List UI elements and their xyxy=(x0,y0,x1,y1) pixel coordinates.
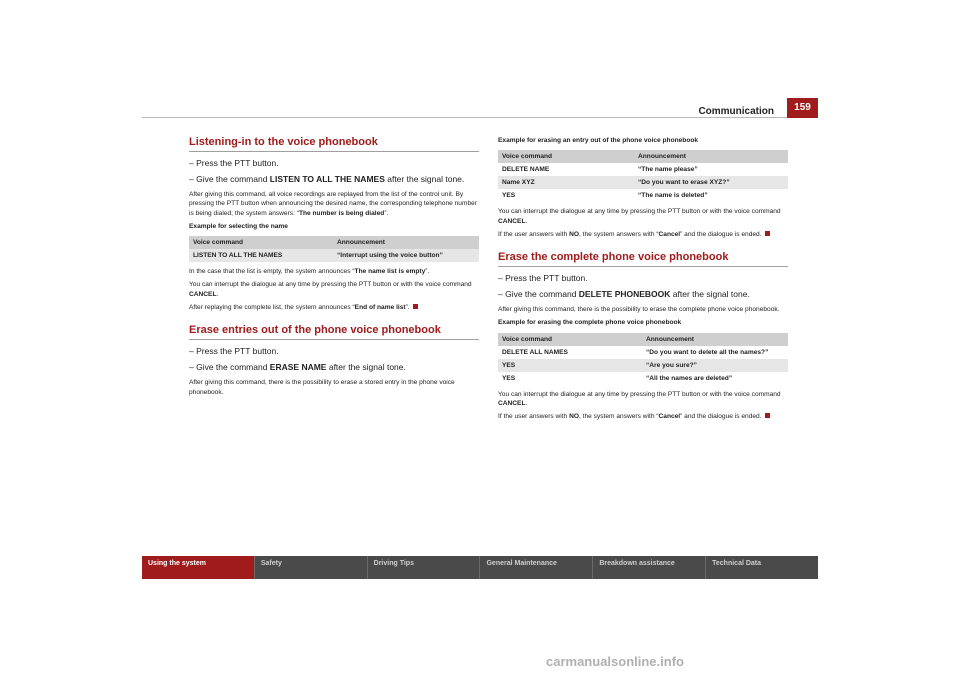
announcement-cell: “Interrupt using the voice button” xyxy=(333,249,479,262)
voice-command-cell: YES xyxy=(498,372,642,385)
step-press-ptt: – Press the PTT button. xyxy=(189,346,279,357)
text: After replaying the complete list, the system announces “ xyxy=(189,304,355,312)
voice-command-cell: LISTEN TO ALL THE NAMES xyxy=(189,249,333,262)
end-of-section-icon xyxy=(765,231,770,236)
step-give-command xyxy=(189,174,479,184)
table-row xyxy=(189,249,479,262)
example-label: Example for erasing the complete phone voice phonebook xyxy=(498,319,682,327)
page-title: Communication xyxy=(698,106,774,117)
announcement-text: The name list is empty xyxy=(354,268,426,276)
announcement-text: The name is deleted xyxy=(641,192,705,200)
section-heading-erase-phonebook: Erase the complete phone voice phonebook xyxy=(498,251,788,267)
column-header: Announcement xyxy=(634,150,788,163)
text: You can interrupt the dialogue at any time by pressing the PTT button or with the voice command xyxy=(498,208,781,216)
step-text: – Give the command xyxy=(498,289,579,300)
section-heading-listening: Listening-in to the voice phonebook xyxy=(189,136,479,152)
command-keyword: DELETE PHONEBOOK xyxy=(578,289,671,300)
voice-command-cell: YES xyxy=(498,189,634,202)
voice-command-cell: YES xyxy=(498,359,642,372)
text: If the user answers with xyxy=(498,230,570,238)
table-row xyxy=(498,346,788,359)
watermark: carmanualsonline.info xyxy=(546,654,684,669)
announcement-cell: “Do you want to delete all the names?” xyxy=(642,346,788,359)
end-of-section-icon xyxy=(765,413,770,418)
paragraph xyxy=(189,280,479,299)
text: . xyxy=(525,217,528,225)
command-keyword: CANCEL xyxy=(498,400,526,408)
command-keyword: ERASE NAME xyxy=(269,362,327,373)
announcement-text: Cancel xyxy=(658,413,681,421)
paragraph xyxy=(498,207,788,226)
paragraph xyxy=(498,412,788,421)
announcement-cell: “Are you sure?” xyxy=(642,359,788,372)
command-keyword: CANCEL xyxy=(498,217,526,225)
right-column xyxy=(498,136,788,426)
step-press-ptt: – Press the PTT button. xyxy=(498,273,588,284)
step-text: after the signal tone. xyxy=(384,174,465,184)
voice-command-cell: DELETE NAME xyxy=(498,163,634,176)
table-row xyxy=(498,176,788,189)
text: ”. xyxy=(425,268,430,276)
step-text: – Give the command xyxy=(189,362,270,373)
announcement-cell: “Do you want to erase XYZ?” xyxy=(634,176,788,189)
step-text: – Give the command xyxy=(189,174,270,184)
tab-technical-data[interactable]: Technical Data xyxy=(706,556,818,579)
column-header: Voice command xyxy=(498,150,634,163)
text: , the system answers with “ xyxy=(579,413,659,421)
announcement-text: The name please xyxy=(641,166,695,174)
step-text: after the signal tone. xyxy=(670,289,750,300)
table-header-row xyxy=(189,236,479,249)
page-number: 159 xyxy=(787,98,818,118)
text: ”. xyxy=(384,209,389,217)
column-header: Voice command xyxy=(498,333,642,346)
text: You can interrupt the dialogue at any time by pressing the PTT button or with the voice command xyxy=(498,390,781,398)
voice-command-cell: Name XYZ xyxy=(498,176,634,189)
example-label: Example for erasing an entry out of the phone voice phonebook xyxy=(498,137,699,144)
announcement-text: All the names are deleted xyxy=(649,374,729,382)
step-give-command xyxy=(189,362,479,372)
table-row xyxy=(498,359,788,372)
step-press-ptt: – Press the PTT button. xyxy=(189,158,279,168)
example-label: Example for selecting the name xyxy=(189,222,288,230)
announcement-cell: “The name is deleted” xyxy=(634,189,788,202)
announcement-text: End of name list xyxy=(354,304,406,312)
command-keyword: NO xyxy=(569,230,579,238)
tab-driving-tips[interactable]: Driving Tips xyxy=(368,556,481,579)
tab-safety[interactable]: Safety xyxy=(255,556,368,579)
column-header: Voice command xyxy=(189,236,333,249)
paragraph xyxy=(498,230,788,239)
announcement-text: Are you sure? xyxy=(649,361,694,369)
text: ”. xyxy=(405,304,410,312)
column-header: Announcement xyxy=(333,236,479,249)
announcement-text: Interrupt using the voice button xyxy=(340,252,440,260)
text: , the system answers with “ xyxy=(579,230,659,238)
table-header-row xyxy=(498,150,788,163)
tab-using-the-system[interactable]: Using the system xyxy=(142,556,255,579)
tab-breakdown-assistance[interactable]: Breakdown assistance xyxy=(593,556,706,579)
text: After giving this command, all voice recordings are replayed from the list of the control unit. By pressing the PTT button when announcing the desired name, the corresponding telephone number is being dialed; the system answers: “ xyxy=(189,191,477,217)
voice-command-cell: DELETE ALL NAMES xyxy=(498,346,642,359)
announcement-text: Do you want to erase XYZ? xyxy=(641,179,727,187)
text: . xyxy=(525,400,528,408)
chapter-nav xyxy=(142,556,818,579)
announcement-text: Do you want to delete all the names? xyxy=(649,348,766,356)
left-column xyxy=(189,136,479,401)
step-text: after the signal tone. xyxy=(326,362,406,373)
tab-general-maintenance[interactable]: General Maintenance xyxy=(480,556,593,579)
voice-command-table xyxy=(498,333,788,385)
announcement-text: Cancel xyxy=(658,230,681,238)
text: If the user answers with xyxy=(498,413,570,421)
announcement-text: The number is being dialed xyxy=(298,209,385,217)
header-rule xyxy=(142,117,818,118)
command-keyword: CANCEL xyxy=(189,290,217,298)
text: . xyxy=(216,290,219,298)
command-keyword: NO xyxy=(569,413,579,421)
end-of-section-icon xyxy=(413,304,418,309)
paragraph xyxy=(189,190,479,218)
paragraph xyxy=(189,303,479,312)
text: You can interrupt the dialogue at any time by pressing the PTT button or with the voice command xyxy=(189,281,472,289)
command-keyword: LISTEN TO ALL THE NAMES xyxy=(269,174,385,184)
text: ” and the dialogue is ended. xyxy=(680,413,762,421)
section-heading-erase-entries: Erase entries out of the phone voice phonebook xyxy=(189,324,479,340)
table-header-row xyxy=(498,333,788,346)
text: In the case that the list is empty, the system announces “ xyxy=(189,268,355,276)
table-row xyxy=(498,372,788,385)
paragraph: After giving this command, there is the possibility to erase a stored entry in the phone voice phonebook. xyxy=(189,379,455,396)
paragraph xyxy=(498,390,788,409)
column-header: Announcement xyxy=(642,333,788,346)
announcement-cell: “All the names are deleted” xyxy=(642,372,788,385)
paragraph: After giving this command, there is the possibility to erase the complete phone voice phonebook. xyxy=(498,306,780,314)
text: ” and the dialogue is ended. xyxy=(680,230,762,238)
table-row xyxy=(498,163,788,176)
announcement-cell: “The name please” xyxy=(634,163,788,176)
step-give-command xyxy=(498,289,788,299)
voice-command-table xyxy=(498,150,788,202)
paragraph xyxy=(189,267,479,276)
voice-command-table xyxy=(189,236,479,262)
table-row xyxy=(498,189,788,202)
